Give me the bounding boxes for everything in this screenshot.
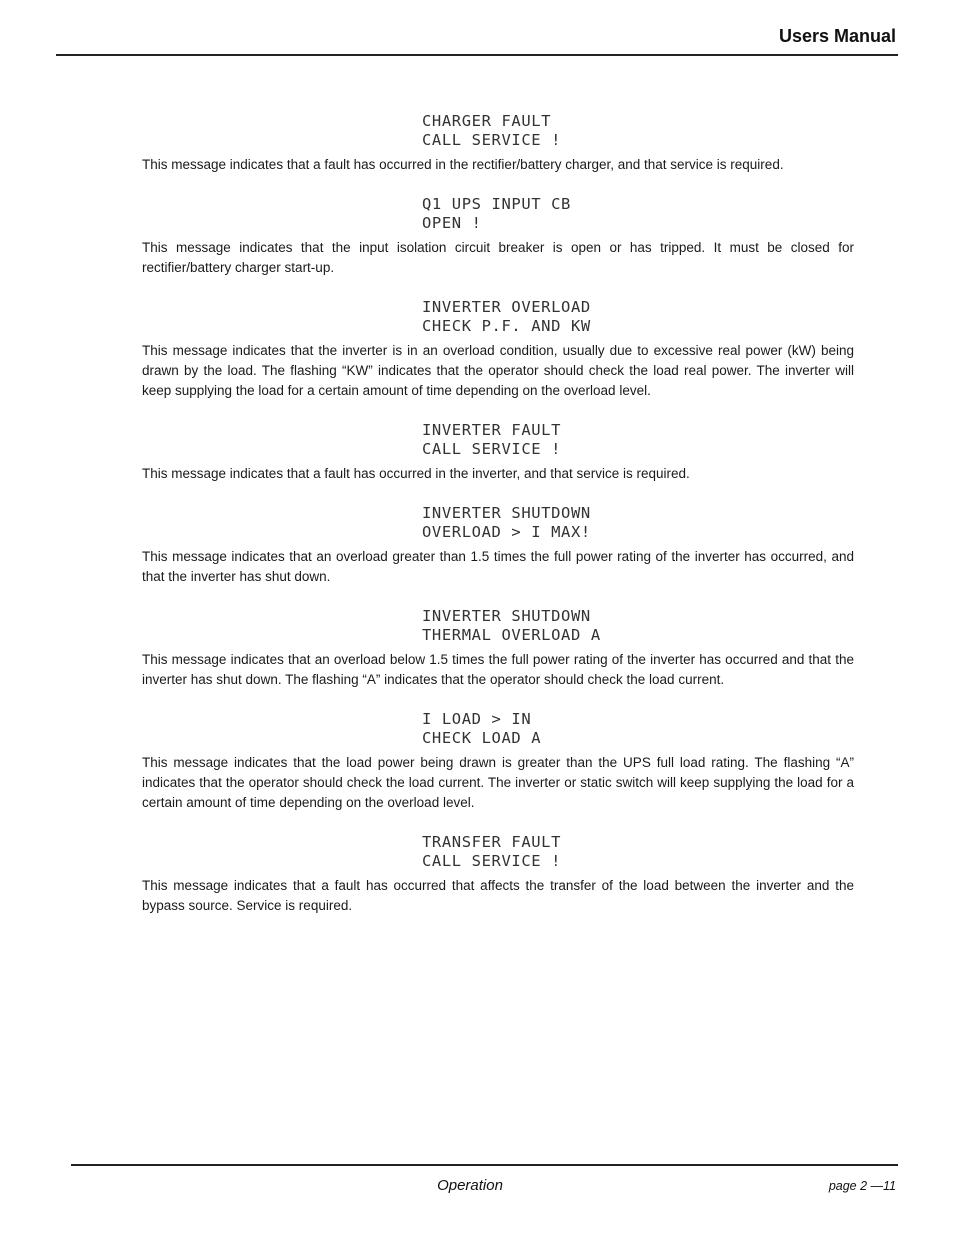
lcd-line-2: OVERLOAD > I MAX!: [422, 523, 591, 541]
message-description: This message indicates that an overload greater than 1.5 times the full power rating of the inverter has occurred, and that the inverter has shut down.: [142, 549, 854, 584]
footer-page-number: page 2 —11: [828, 1179, 896, 1193]
message-description: This message indicates that a fault has occurred in the inverter, and that service is required.: [142, 466, 690, 481]
page-header-title: Users Manual: [778, 26, 896, 46]
message-entry-inverter-fault: [142, 421, 854, 484]
lcd-display: [422, 195, 854, 233]
message-description: This message indicates that an overload below 1.5 times the full power rating of the inverter has occurred and that the inverter has shut down. The flashing “A” indicates that the operator should check the load current.: [142, 652, 854, 687]
message-entry-inverter-shutdown-imax: [142, 504, 854, 587]
message-description: This message indicates that the load power being drawn is greater than the UPS full load rating. The flashing “A” indicates that the operator should check the load current. The inverter or static switch will keep supplying the load for a certain amount of time depending on the overload level.: [142, 755, 854, 810]
lcd-display: [422, 833, 854, 871]
lcd-line-2: OPEN !: [422, 214, 482, 232]
lcd-line-2: CHECK P.F. AND KW: [422, 317, 591, 335]
message-description: This message indicates that the input isolation circuit breaker is open or has tripped. It must be closed for rectifier/battery charger start-up.: [142, 240, 854, 275]
lcd-display: [422, 607, 854, 645]
message-entry-transfer-fault: [142, 833, 854, 916]
lcd-display: [422, 298, 854, 336]
lcd-line-1: Q1 UPS INPUT CB: [422, 195, 571, 213]
lcd-display: [422, 421, 854, 459]
lcd-line-1: INVERTER SHUTDOWN: [422, 607, 591, 625]
lcd-line-1: CHARGER FAULT: [422, 112, 552, 130]
lcd-line-1: INVERTER OVERLOAD: [422, 298, 591, 316]
lcd-line-2: CALL SERVICE !: [422, 852, 562, 870]
lcd-line-1: INVERTER SHUTDOWN: [422, 504, 591, 522]
lcd-display: [422, 112, 854, 150]
message-description: This message indicates that a fault has occurred in the rectifier/battery charger, and that service is required.: [142, 157, 784, 172]
lcd-display: [422, 710, 854, 748]
lcd-line-1: I LOAD > IN: [422, 710, 532, 728]
lcd-line-2: CALL SERVICE !: [422, 131, 562, 149]
message-list: [142, 112, 854, 916]
lcd-line-2: CALL SERVICE !: [422, 440, 562, 458]
footer-section-title: Operation: [437, 1177, 503, 1194]
lcd-display: [422, 504, 854, 542]
message-entry-load-over-rating: [142, 710, 854, 813]
header-divider: [56, 54, 898, 56]
lcd-line-2: THERMAL OVERLOAD A: [422, 626, 601, 644]
message-entry-charger-fault: [142, 112, 854, 175]
message-entry-input-cb-open: [142, 195, 854, 278]
message-description: This message indicates that the inverter is in an overload condition, usually due to excessive real power (kW) being drawn by the load. The flashing “KW” indicates that the operator should check the load real power. The inverter will keep supplying the load for a certain amount of time depending on the overload level.: [142, 343, 854, 398]
lcd-line-1: INVERTER FAULT: [422, 421, 562, 439]
lcd-line-1: TRANSFER FAULT: [422, 833, 562, 851]
lcd-line-2: CHECK LOAD A: [422, 729, 542, 747]
message-entry-inverter-overload: [142, 298, 854, 401]
footer-divider: [71, 1164, 898, 1166]
message-entry-inverter-shutdown-thermal: [142, 607, 854, 690]
message-description: This message indicates that a fault has occurred that affects the transfer of the load between the inverter and the bypass source. Service is required.: [142, 878, 854, 913]
